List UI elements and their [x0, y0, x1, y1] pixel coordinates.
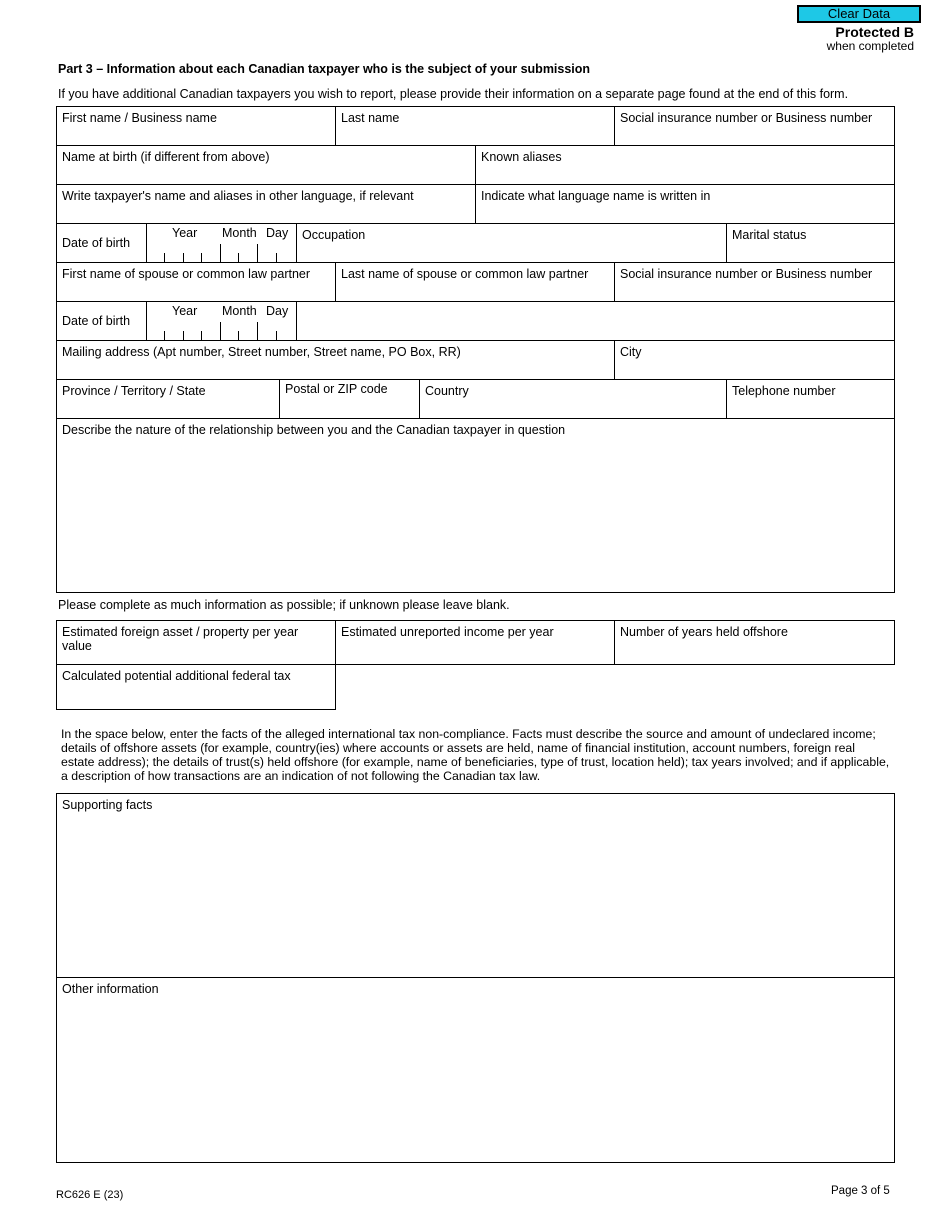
other-language-name-field[interactable] [56, 184, 476, 224]
dob-separator [257, 322, 258, 340]
years-offshore-field[interactable] [614, 620, 895, 665]
last-name-field[interactable] [335, 106, 615, 146]
dob-input[interactable] [146, 223, 297, 263]
last-name-label: Last name [341, 111, 400, 125]
occupation-label: Occupation [302, 228, 366, 242]
spouse-first-name-field[interactable] [56, 262, 336, 302]
occupation-field[interactable] [296, 223, 727, 263]
spouse-dob-day-label: Day [266, 304, 289, 318]
marital-status-label: Marital status [732, 228, 807, 242]
part3-intro: If you have additional Canadian taxpayers you wish to report, please provide their information on a separate page found at the end of this form. [58, 87, 849, 101]
dob-year-label: Year [172, 226, 198, 240]
spouse-dob-label-cell [56, 301, 147, 341]
spouse-dob-spacer [296, 301, 895, 341]
language-indicated-label: Indicate what language name is written in [481, 189, 711, 203]
part3-title: Part 3 – Information about each Canadian taxpayer who is the subject of your submission [58, 62, 591, 76]
other-language-name-label: Write taxpayer's name and aliases in other language, if relevant [62, 189, 414, 203]
country-label: Country [425, 384, 469, 398]
province-label: Province / Territory / State [62, 384, 206, 398]
spouse-sin-field[interactable] [614, 262, 895, 302]
foreign-asset-field[interactable] [56, 620, 336, 665]
dob-tick [238, 331, 239, 340]
spouse-dob-year-label: Year [172, 304, 198, 318]
dob-tick [164, 331, 165, 340]
dob-separator [220, 322, 221, 340]
dob-tick [183, 253, 184, 262]
unreported-income-field[interactable] [335, 620, 615, 665]
dob-tick [183, 331, 184, 340]
protected-title: Protected B [835, 24, 914, 40]
dob-tick [164, 253, 165, 262]
dob-tick [201, 253, 202, 262]
city-label: City [620, 345, 642, 359]
dob-separator [220, 244, 221, 262]
first-name-label: First name / Business name [62, 111, 217, 125]
dob-tick [276, 331, 277, 340]
telephone-field[interactable] [726, 379, 895, 419]
spouse-dob-month-label: Month [222, 304, 257, 318]
mailing-address-label: Mailing address (Apt number, Street number, Street name, PO Box, RR) [62, 345, 461, 359]
complete-note: Please complete as much information as possible; if unknown please leave blank. [58, 598, 510, 612]
protected-subtitle: when completed [826, 39, 914, 53]
supporting-facts-field[interactable] [56, 793, 895, 978]
form-code: RC626 E (23) [56, 1189, 124, 1201]
marital-status-field[interactable] [726, 223, 895, 263]
dob-separator [257, 244, 258, 262]
unreported-income-label: Estimated unreported income per year [341, 625, 554, 639]
dob-tick [276, 253, 277, 262]
telephone-label: Telephone number [732, 384, 836, 398]
spouse-dob-input[interactable] [146, 301, 297, 341]
other-information-field[interactable] [56, 977, 895, 1163]
dob-tick [238, 253, 239, 262]
dob-month-label: Month [222, 226, 257, 240]
known-aliases-field[interactable] [475, 145, 895, 185]
dob-label: Date of birth [62, 236, 131, 250]
spouse-dob-label: Date of birth [62, 314, 131, 328]
postal-code-label: Postal or ZIP code [285, 382, 388, 396]
sin-label: Social insurance number or Business number [620, 111, 873, 125]
sin-field[interactable] [614, 106, 895, 146]
spouse-last-name-field[interactable] [335, 262, 615, 302]
page-number: Page 3 of 5 [831, 1185, 890, 1197]
relationship-field[interactable] [56, 418, 895, 593]
known-aliases-label: Known aliases [481, 150, 562, 164]
relationship-label: Describe the nature of the relationship between you and the Canadian taxpayer in question [62, 423, 566, 437]
dob-tick [201, 331, 202, 340]
country-field[interactable] [419, 379, 727, 419]
foreign-asset-label: Estimated foreign asset / property per year value [62, 625, 299, 653]
spouse-last-name-label: Last name of spouse or common law partner [341, 267, 589, 281]
protected-b-label [827, 25, 914, 53]
spouse-first-name-label: First name of spouse or common law partner [62, 267, 311, 281]
spouse-sin-label: Social insurance number or Business number [620, 267, 873, 281]
years-offshore-label: Number of years held offshore [620, 625, 788, 639]
mailing-address-field[interactable] [56, 340, 615, 380]
name-at-birth-label: Name at birth (if different from above) [62, 150, 270, 164]
clear-data-button[interactable]: Clear Data [797, 5, 921, 23]
first-name-field[interactable] [56, 106, 336, 146]
postal-code-field[interactable] [279, 379, 420, 419]
dob-label-cell [56, 223, 147, 263]
city-field[interactable] [614, 340, 895, 380]
name-at-birth-field[interactable] [56, 145, 476, 185]
facts-instructions: In the space below, enter the facts of the alleged international tax non-compliance. Facts must describe the source and amount of undeclared income; details of offshore assets (for example, country(ies) where accounts or assets are held, name of financial institution, account numbers, foreign real estate address); the details of trust(s) held offshore (for example, name of beneficiaries, type of trust, location held); tax years involved; and if applicable, a description of how transactions are an indication of not following the Canadian tax law. [61, 727, 890, 783]
province-field[interactable] [56, 379, 280, 419]
language-indicated-field[interactable] [475, 184, 895, 224]
dob-day-label: Day [266, 226, 289, 240]
supporting-facts-label: Supporting facts [62, 798, 153, 812]
other-information-label: Other information [62, 982, 159, 996]
potential-tax-label: Calculated potential additional federal tax [62, 669, 291, 683]
potential-tax-field[interactable] [56, 664, 336, 710]
